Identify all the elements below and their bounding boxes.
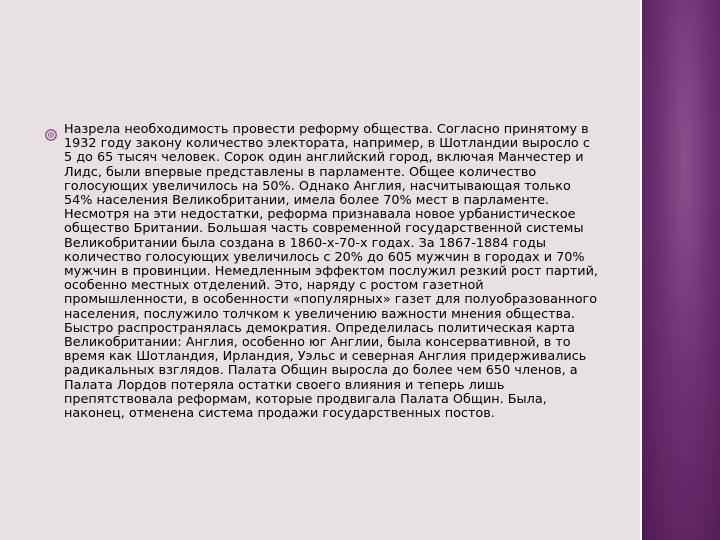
decorative-sidebar (642, 0, 720, 540)
body-paragraph: Назрела необходимость провести реформу общества. Согласно принятому в 1932 году закону количество электората, например, в Шотландии выросло с 5 до 65 тысяч человек. Сорок один английский город, включая Манчестер и Лидс, были впервые представлены в парламенте. Общее количество голосующих увеличилось на 50%. Однако Англия, насчитывающая только 54% населения Великобритании, имела более 70% мест в парламенте. Несмотря на эти недостатки, реформа признавала новое урбанистическое общество Британии. Большая часть современной государственной системы Великобритании была создана в 1860-х-70-х годах. За 1867-1884 годы количество голосующих увеличилось с 20% до 605 мужчин в городах и 70% мужчин в провинции. Немедленным эффектом послужил резкий рост партий, особенно местных отделений. Это, наряду с ростом газетной промышленности, в особенности «популярных» газет для полуобразованного населения, послужило толчком к увеличению важности мнения общества. Быстро распространялась демократия. Определилась политическая карта Великобритании: Англия, особенно юг Англии, была консервативной, в то время как Шотландия, Ирландия, Уэльс и северная Англия придерживались радикальных взглядов. Палата Общин выросла до более чем 650 членов, а Палата Лордов потеряла остатки своего влияния и теперь лишь препятствовала реформам, которые продвигала Палата Общин. Была, наконец, отменена система продажи государственных постов. (64, 122, 599, 422)
circled-dot-bullet-icon (44, 128, 58, 142)
